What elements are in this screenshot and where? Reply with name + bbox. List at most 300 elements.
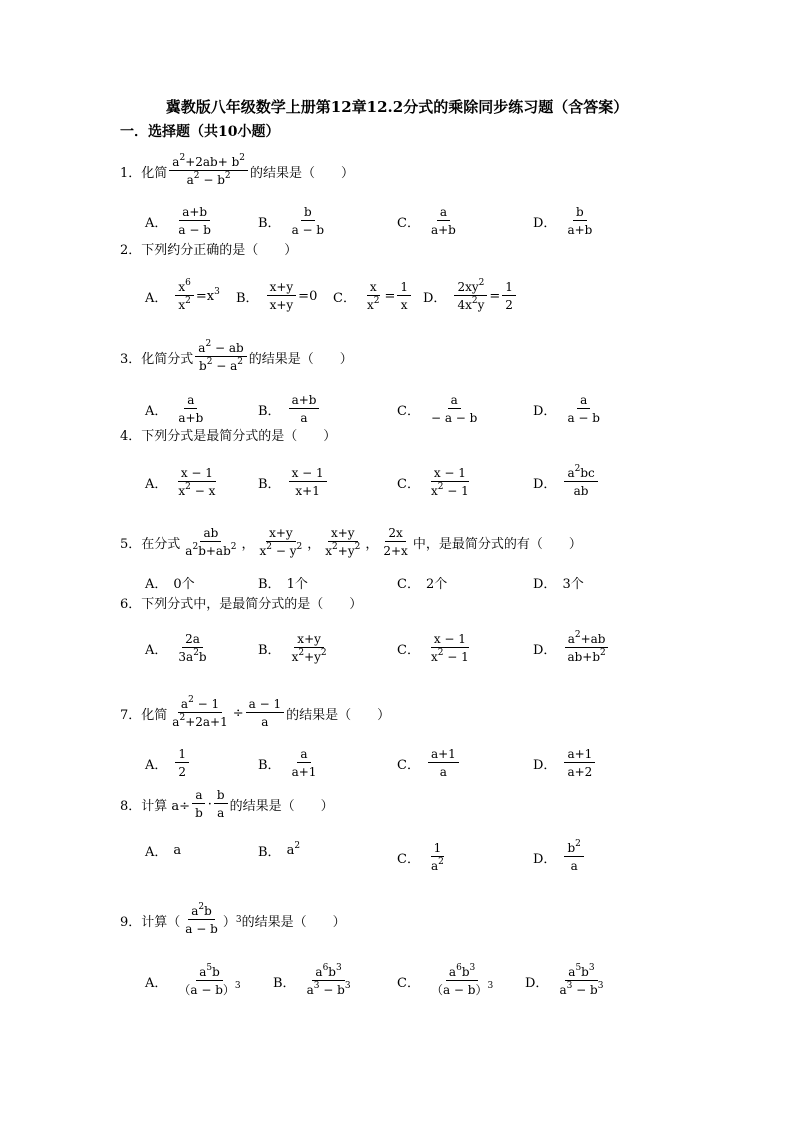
option-label: D． <box>533 642 557 658</box>
numerator <box>565 632 609 648</box>
option-label: A． <box>145 845 168 860</box>
question-3 <box>120 341 353 373</box>
denominator-exponent: 2 <box>230 542 237 552</box>
question-text: 计算（ <box>141 914 181 930</box>
question-4 <box>120 425 336 444</box>
numerator: a <box>448 393 461 409</box>
denominator <box>169 713 230 729</box>
denominator: ab <box>573 484 589 498</box>
equals-sign: = <box>489 288 501 304</box>
option-label: C． <box>397 642 420 658</box>
denominator-exponent: 2 <box>320 648 327 658</box>
denominator-exponent: 2 <box>224 171 231 181</box>
denominator: 2 <box>178 765 187 779</box>
numerator: 1 <box>175 747 189 763</box>
numerator-text: +ab <box>580 632 606 646</box>
denominator: a − b <box>567 411 600 425</box>
question-text: 在分式 <box>141 536 181 552</box>
question-fraction <box>169 697 230 729</box>
option-fraction <box>304 965 354 997</box>
denominator <box>454 296 487 312</box>
option-label: C． <box>397 757 420 773</box>
denominator: a+b <box>178 411 204 425</box>
denominator-text: a <box>559 983 567 997</box>
option-label: C． <box>397 851 420 867</box>
denominator <box>428 981 496 997</box>
option-c[interactable] <box>397 965 498 997</box>
denominator <box>196 357 246 373</box>
numerator-exponent: 2 <box>198 902 205 912</box>
option-fraction <box>175 466 218 498</box>
question-number: 2． <box>120 243 142 258</box>
option-d[interactable] <box>533 747 597 779</box>
option-label: C． <box>333 290 356 306</box>
question-text: 计算 a÷ <box>141 798 191 814</box>
option-fraction <box>175 632 209 664</box>
denominator: 2 <box>505 298 513 312</box>
question-text: ） <box>222 914 236 930</box>
numerator-exponent: 2 <box>239 153 245 163</box>
question-fraction <box>322 526 363 558</box>
denominator-text: − y <box>272 544 297 558</box>
denominator: x+1 <box>295 484 320 498</box>
question-8 <box>120 788 334 820</box>
numerator-text: b <box>581 965 589 979</box>
question-number: 9． <box>120 914 142 930</box>
question-number: 1． <box>120 165 142 181</box>
numerator <box>175 280 194 296</box>
option-b[interactable] <box>258 205 329 237</box>
denominator-text: a <box>430 859 439 873</box>
option-d[interactable] <box>533 393 605 425</box>
option-c[interactable] <box>397 205 461 237</box>
option-a[interactable] <box>145 393 208 425</box>
question-6 <box>120 593 362 612</box>
numerator: 1 <box>397 280 411 296</box>
denominator-exponent: 3 <box>234 981 241 991</box>
question-text: 中，是最简分式的有（ ） <box>412 536 582 552</box>
question-text: 的结果是（ ） <box>241 914 346 930</box>
option-label: D． <box>533 757 557 773</box>
question-number: 8． <box>120 798 142 814</box>
option-fraction <box>175 965 243 997</box>
question-5 <box>120 526 582 558</box>
denominator-exponent: 3 <box>597 981 604 991</box>
numerator: a+1 <box>564 747 595 763</box>
numerator-exponent: 2 <box>574 630 581 640</box>
option-label: B． <box>258 403 281 419</box>
question-fraction <box>182 904 221 936</box>
numerator: b <box>573 205 587 221</box>
question-fraction <box>169 155 248 187</box>
numerator: ab <box>200 526 221 542</box>
numerator <box>196 965 223 981</box>
denominator-text: a <box>306 983 314 997</box>
denominator-exponent: 2 <box>600 648 606 658</box>
option-text <box>287 843 301 858</box>
question-1 <box>120 155 354 187</box>
numerator <box>178 697 222 713</box>
option-label: A． <box>145 577 168 592</box>
option-c[interactable] <box>397 632 474 664</box>
numerator: x − 1 <box>431 466 469 482</box>
denominator-text: x <box>178 298 186 312</box>
option-rhs-fraction <box>397 280 411 312</box>
denominator-text: − x <box>190 484 216 498</box>
option-b[interactable] <box>273 965 356 997</box>
question-number: 6． <box>120 597 142 612</box>
option-d[interactable] <box>533 632 611 664</box>
option-text-text: a <box>286 843 295 858</box>
denominator-text: （a − b） <box>430 983 488 997</box>
numerator-exponent: 6 <box>456 963 462 973</box>
operator: ÷ <box>232 705 244 721</box>
option-label: A． <box>145 290 168 306</box>
option-label: B． <box>258 845 281 860</box>
denominator-exponent: 2 <box>471 296 478 306</box>
option-a[interactable] <box>145 841 181 860</box>
numerator: x+y <box>294 632 324 648</box>
option-fraction <box>428 466 472 498</box>
numerator-exponent: 2 <box>575 839 581 849</box>
denominator-exponent: 2 <box>437 482 444 492</box>
option-a[interactable] <box>145 747 191 779</box>
numerator: a − 1 <box>246 697 284 713</box>
option-label: C． <box>397 577 420 592</box>
option-b[interactable] <box>258 747 321 779</box>
numerator-text: a <box>180 697 189 711</box>
numerator-text: a <box>448 965 457 979</box>
denominator <box>184 171 234 187</box>
denominator: b <box>195 806 203 820</box>
numerator-text: a <box>315 965 323 979</box>
numerator <box>169 155 248 171</box>
option-a[interactable] <box>145 573 195 592</box>
numerator <box>564 841 583 857</box>
option-c[interactable] <box>397 466 474 498</box>
option-label: B． <box>236 290 259 306</box>
option-b[interactable] <box>236 280 317 312</box>
option-c[interactable] <box>333 280 413 312</box>
option-a[interactable] <box>145 632 212 664</box>
separator: ， <box>241 536 255 552</box>
numerator-exponent: 3 <box>588 963 595 973</box>
option-label: B． <box>258 757 281 773</box>
denominator <box>182 542 239 558</box>
option-label: D． <box>423 290 447 306</box>
option-text: 0个 <box>173 577 195 592</box>
option-a[interactable] <box>145 280 220 312</box>
denominator <box>428 857 447 873</box>
option-fraction <box>556 965 606 997</box>
denominator-text: b+ab <box>198 544 231 558</box>
option-fraction <box>428 205 459 237</box>
denominator-text: b <box>199 359 207 373</box>
question-9: 9． 计算（ $\frac{a^2b}{a - b}$ ） 3 的结果是（ ） <box>120 902 346 936</box>
option-fraction <box>428 393 480 425</box>
denominator-exponent: 3 <box>344 981 351 991</box>
numerator: a+b <box>289 393 320 409</box>
option-b[interactable] <box>258 841 300 860</box>
denominator-exponent: 2 <box>185 296 191 306</box>
numerator: a+b <box>179 205 210 221</box>
option-a[interactable] <box>145 965 246 997</box>
denominator-exponent: 2 <box>373 296 380 306</box>
question-text: 下列分式是最简分式的是（ ） <box>141 429 337 444</box>
denominator: a <box>439 765 447 779</box>
denominator-text: x <box>430 484 438 498</box>
question-text: 化简 <box>141 707 168 723</box>
numerator: b <box>214 788 228 804</box>
denominator-exponent: 2 <box>179 713 186 723</box>
numerator-text: − ab <box>211 341 244 355</box>
option-label: B． <box>273 975 296 991</box>
option-fraction <box>564 747 595 779</box>
numerator-text: a <box>172 155 180 169</box>
denominator-exponent: 2 <box>192 542 199 552</box>
denominator-text: +y <box>304 650 321 664</box>
numerator: x − 1 <box>431 632 469 648</box>
option-rhs-fraction <box>502 280 516 312</box>
option-text: 3个 <box>562 577 584 592</box>
numerator <box>195 341 246 357</box>
denominator <box>322 542 363 558</box>
denominator <box>289 648 330 664</box>
option-label: A． <box>145 476 168 492</box>
numerator-text: +2ab+ b <box>185 155 240 169</box>
option-b[interactable] <box>258 632 332 664</box>
numerator: a <box>577 393 590 409</box>
numerator: 2x <box>385 526 405 542</box>
numerator: x − 1 <box>178 466 216 482</box>
denominator-text: 3a <box>178 650 194 664</box>
denominator <box>175 482 218 498</box>
option-fraction <box>428 841 447 873</box>
operator: · <box>207 796 212 812</box>
option-d[interactable] <box>533 573 584 592</box>
denominator-exponent: 2 <box>193 648 199 658</box>
denominator: a <box>300 411 308 425</box>
option-label: B． <box>258 577 281 592</box>
denominator-exponent: 2 <box>296 542 303 552</box>
denominator-text: − 1 <box>443 484 469 498</box>
option-a[interactable] <box>145 205 216 237</box>
question-fraction <box>380 526 410 558</box>
question-text: 的结果是（ ） <box>248 351 353 367</box>
numerator: a <box>437 205 450 221</box>
separator: ， <box>365 536 379 552</box>
denominator <box>175 981 243 997</box>
denominator <box>556 981 606 997</box>
denominator-text: − 1 <box>443 650 469 664</box>
denominator: a+b <box>430 223 456 237</box>
section-heading: 一．选择题（共10小题） <box>120 124 280 140</box>
numerator: x+y <box>266 526 296 542</box>
option-fraction <box>289 632 330 664</box>
denominator-text: x <box>178 484 186 498</box>
question-fraction <box>195 341 246 373</box>
option-rhs-text: =x <box>195 288 215 304</box>
numerator: a+1 <box>428 747 459 763</box>
numerator-exponent: 2 <box>188 695 194 705</box>
option-a[interactable] <box>145 466 220 498</box>
numerator <box>446 965 478 981</box>
question-text: 的结果是（ ） <box>229 798 334 814</box>
numerator: b <box>301 205 315 221</box>
page-title: 冀教版八年级数学上册第12章12.2分式的乘除同步练习题（含答案） <box>165 98 629 116</box>
denominator: a+1 <box>291 765 317 779</box>
option-b[interactable] <box>258 573 308 592</box>
option-label: B． <box>258 642 281 658</box>
option-fraction <box>289 393 320 425</box>
option-label: A． <box>145 975 168 991</box>
denominator-text: x <box>291 650 299 664</box>
option-fraction <box>289 466 327 498</box>
option-c[interactable] <box>397 747 461 779</box>
denominator-text: ab+b <box>567 650 601 664</box>
numerator-text: a <box>199 965 207 979</box>
numerator-text: 2xy <box>457 280 479 294</box>
option-c[interactable] <box>397 573 447 592</box>
numerator-exponent: 3 <box>469 963 476 973</box>
numerator <box>454 280 487 296</box>
denominator-text: a <box>172 715 180 729</box>
separator: ， <box>307 536 321 552</box>
numerator-text: a <box>198 341 206 355</box>
denominator-exponent: 3 <box>566 981 573 991</box>
denominator <box>257 542 306 558</box>
denominator-exponent: 2 <box>185 482 191 492</box>
option-fraction <box>267 280 297 312</box>
denominator: a+b <box>567 223 593 237</box>
option-b[interactable] <box>258 466 329 498</box>
option-c[interactable] <box>397 393 482 425</box>
denominator-text: − a <box>212 359 238 373</box>
option-d[interactable] <box>533 841 586 873</box>
option-d[interactable] <box>533 466 600 498</box>
denominator-text: − b <box>199 173 225 187</box>
option-label: C． <box>397 403 420 419</box>
question-fraction <box>246 697 284 729</box>
denominator-text: +2a+1 <box>185 715 228 729</box>
option-c[interactable] <box>397 841 449 873</box>
option-fraction <box>564 393 603 425</box>
numerator: 1 <box>431 841 445 857</box>
numerator-exponent: 2 <box>179 153 186 163</box>
numerator: a <box>192 788 205 804</box>
numerator-text: x <box>178 280 186 294</box>
option-label: D． <box>525 975 549 991</box>
question-fraction <box>182 526 239 558</box>
denominator <box>304 981 354 997</box>
denominator-exponent: 3 <box>487 981 494 991</box>
question-fraction <box>214 788 228 820</box>
option-label: A． <box>145 757 168 773</box>
numerator: x+y <box>267 280 297 296</box>
denominator-text: − b <box>572 983 598 997</box>
denominator-text: b <box>198 650 207 664</box>
denominator-text: x <box>430 650 438 664</box>
option-fraction <box>564 632 608 664</box>
denominator: a <box>570 859 578 873</box>
option-label: C． <box>397 476 420 492</box>
option-text: 2个 <box>425 577 448 592</box>
option-label: D． <box>533 403 557 419</box>
numerator-exponent: 6 <box>322 963 329 973</box>
denominator-text: x <box>366 298 374 312</box>
option-fraction <box>454 280 487 312</box>
question-text: 化简 <box>141 165 168 181</box>
question-text: 的结果是（ ） <box>286 707 391 723</box>
option-d[interactable] <box>533 205 597 237</box>
option-fraction <box>564 841 583 873</box>
denominator <box>428 648 472 664</box>
option-d[interactable] <box>525 965 608 997</box>
question-fraction <box>192 788 206 820</box>
denominator-text: a <box>185 544 193 558</box>
denominator-text: +y <box>337 544 355 558</box>
denominator: a − b <box>178 223 211 237</box>
denominator-exponent: 2 <box>193 171 200 181</box>
option-label: C． <box>397 215 420 231</box>
numerator-exponent: 5 <box>575 963 582 973</box>
denominator: − a − b <box>430 411 478 425</box>
question-fraction <box>257 526 306 558</box>
numerator: 1 <box>502 280 516 296</box>
denominator: a <box>217 806 225 820</box>
denominator <box>175 296 194 312</box>
option-d[interactable] <box>423 280 518 312</box>
question-number: 3． <box>120 351 142 367</box>
option-rhs-exponent: 3 <box>214 286 220 297</box>
question-number: 7． <box>120 707 142 723</box>
option-fraction <box>428 747 459 779</box>
denominator-exponent: 2 <box>206 357 213 367</box>
numerator <box>565 965 597 981</box>
numerator <box>564 466 597 482</box>
numerator-exponent: 2 <box>574 464 581 474</box>
option-label: C． <box>397 975 420 991</box>
question-text: 下列分式中，是最简分式的是（ ） <box>141 597 363 612</box>
denominator-text: 4x <box>457 298 472 312</box>
denominator <box>364 296 383 312</box>
numerator-text: b <box>328 965 336 979</box>
numerator-text: b <box>204 904 212 918</box>
option-fraction <box>564 205 595 237</box>
denominator-exponent: 3 <box>313 981 320 991</box>
denominator-exponent: 2 <box>438 857 444 867</box>
question-number: 4． <box>120 429 142 444</box>
denominator-exponent: 2 <box>437 648 444 658</box>
question-7 <box>120 697 390 729</box>
option-label: B． <box>258 476 281 492</box>
numerator-exponent: 3 <box>335 963 342 973</box>
question-text: 的结果是（ ） <box>250 165 355 181</box>
numerator-text: b <box>212 965 220 979</box>
option-b[interactable] <box>258 393 321 425</box>
question-2 <box>120 239 297 258</box>
option-label: A． <box>145 642 168 658</box>
option-fraction <box>364 280 383 312</box>
denominator-exponent: 2 <box>266 542 273 552</box>
denominator: x <box>400 298 408 312</box>
option-label: A． <box>145 215 168 231</box>
numerator-text: bc <box>580 466 595 480</box>
denominator-exponent: 2 <box>237 357 243 367</box>
question-text: 化简分式 <box>141 351 194 367</box>
numerator-exponent: 2 <box>205 339 212 349</box>
option-fraction <box>175 747 189 779</box>
